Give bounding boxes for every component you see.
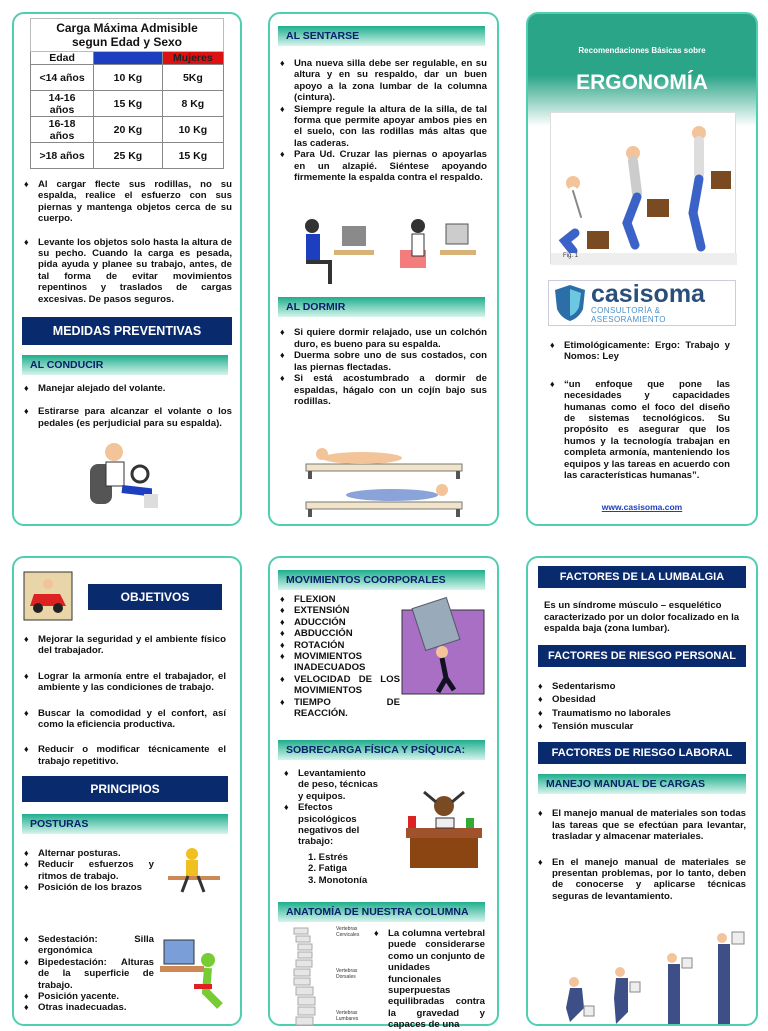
stress-item: 2. Fatiga [308,863,347,875]
movement-item: ♦ VELOCIDAD DE LOS MOVIMIENTOS [276,674,400,697]
panel-movements [268,556,499,1031]
bullet: ♦ Mejorar la seguridad y el ambiente físico del trabajador. [20,634,226,657]
bullet: ♦ Buscar la comodidad y el confort, así como la eficiencia productiva. [20,708,226,731]
cover-title: ERGONOMÍA [576,71,708,94]
cover-subtitle: Recomendaciones Básicas sobre [578,46,706,55]
shield-icon [553,283,587,323]
bullet: ♦ Reducir esfuerzos y ritmos de trabajo. [20,859,154,882]
bullet: ♦ Siempre regule la altura de la silla, de tal forma que permite apoyar ambos pies en el suelo, con las rodillas más altas que las caderas. [276,104,487,150]
movement-item: ♦ ROTACIÓN [276,640,400,651]
lumbalgia-text: Es un síndrome músculo – esquelético caracterizado por un dolor focalizado en la espalda baja (zona lumbar). [544,600,740,635]
section-riesgo-personal: FACTORES DE RIESGO PERSONAL [538,645,746,667]
section-posturas: POSTURAS [22,814,228,834]
lifting-steps-illustration [562,928,758,1026]
bullet: ♦ Duerma sobre uno de sus costados, con las piernas flectadas. [276,350,487,373]
risk-item: ♦ Traumatismo no laborales [534,708,748,719]
bullet: ♦ Posición de los brazos [20,882,154,893]
stress-item: 1. Estrés [308,852,349,863]
bullet: ♦ En el manejo manual de materiales se presentan problemas, por lo tanto, deben de conocerse y aplicarse técnicas seguras de levantamiento. [534,857,746,903]
worker-car-icon [24,572,72,620]
bullet: ♦ Alternar posturas. [20,848,154,859]
website-link[interactable]: www.casisoma.com [601,502,683,512]
bullet: ♦ Bipedestación: Alturas de la superficie de trabajo. [20,957,154,991]
risk-item: ♦ Sedentarismo [534,681,748,692]
sitting-illustration [290,210,480,290]
cell: 15 Kg [162,143,223,169]
lifting-figure [550,112,736,264]
brand-logo [548,280,736,326]
section-medidas: MEDIDAS PREVENTIVAS [22,317,232,345]
col-men: Hombres [94,52,163,65]
section-dormir: AL DORMIR [278,297,485,317]
cell: 5Kg [162,65,223,91]
cell: 20 Kg [94,117,163,143]
risk-item: ♦ Tensión muscular [534,721,748,732]
section-lumbalgia: FACTORES DE LA LUMBALGIA [538,566,746,588]
bullet: ♦ Efectos psicológicos negativos del trabajo: [280,802,378,848]
fig-caption: Fig. 1 [563,253,579,259]
bullet: ♦ Manejar alejado del volante. [20,383,232,394]
cell: 10 Kg [162,117,223,143]
movement-item: ♦ ABDUCCIÓN [276,628,400,639]
cell: 14-16 años [31,91,94,117]
section-sobrecarga: SOBRECARGA FÍSICA Y PSÍQUICA: [278,740,485,760]
col-women: Mujeres [162,52,223,65]
section-anatomia: ANATOMÍA DE NUESTRA COLUMNA [278,902,485,922]
cell: 8 Kg [162,91,223,117]
bullet: ♦ Lograr la armonía entre el trabajador, el ambiente y las condiciones de trabajo. [20,671,226,694]
spine-label-cervical: Vertebras Cervicales [336,926,360,938]
load-table [30,18,224,169]
panel-objectives [12,556,242,1026]
bullet: ♦ Etimológicamente: Ergo: Trabajo y Nomos: Ley [546,340,730,363]
bullet: ♦ Si quiere dormir relajado, use un colchón duro, es bueno para su espalda. [276,327,487,350]
panel-load-limits [12,12,242,526]
movement-item: ♦ MOVIMIENTOS INADECUADOS [276,651,400,674]
heavy-load-icon [402,602,486,696]
bullet: ♦ Si está acostumbrado a dormir de espaldas, hágalo con un cojín bajo sus rodillas. [276,373,487,407]
spine-label-lumbar: Vertebras Lumbares [336,1010,359,1022]
brand-tagline: CONSULTORÍA & ASESORAMIENTO [591,306,666,324]
movement-item: ♦ TIEMPO DE REACCIÓN. [276,697,400,720]
cell: 15 Kg [94,91,163,117]
bullet: ♦ Posición yacente. [20,991,154,1002]
spine-label-dorsal: Vertebras Dorsales [336,968,358,980]
section-conducir: AL CONDUCIR [22,355,228,375]
bullet: ♦ Levantamiento de peso, técnicas y equipos. [280,768,378,802]
overloaded-worker-icon [400,772,488,880]
table-title: Carga Máxima Admisible segun Edad y Sexo [31,19,224,52]
cell: >18 años [31,143,94,169]
movement-item: ♦ EXTENSIÓN [276,605,400,616]
bullet: ♦ Sedestación: Silla ergonómica [20,934,154,957]
sitting-worker-icon [164,846,224,894]
cell: 10 Kg [94,65,163,91]
cell: 16-18 años [31,117,94,143]
col-age: Edad [31,52,94,65]
section-movimientos: MOVIMIENTOS COORPORALES [278,570,485,590]
cell: <14 años [31,65,94,91]
section-objetivos: OBJETIVOS [88,584,222,610]
bullet: ♦ El manejo manual de materiales son todas las tareas que se efectúan para levantar, trasladar y almacenar materiales. [534,808,746,842]
section-manejo: MANEJO MANUAL DE CARGAS [538,774,746,794]
cell: 25 Kg [94,143,163,169]
bullet: ♦ La columna vertebral puede considerarse como un conjunto de unidades funcionales superpuestas equilibradas contra la gravedad y capaces de una [370,928,485,1031]
risk-item: ♦ Obesidad [534,694,748,705]
section-sentarse: AL SENTARSE [278,26,485,46]
section-riesgo-laboral: FACTORES DE RIESGO LABORAL [538,742,746,764]
bullet: ♦ “un enfoque que pone las necesidades y capacidades humanas como el foco del diseño de sistemas tecnológicos. Su propósito es asegurar que los humos y la tecnología trabajan en completa armonía, manteniendo los equipos y las tareas en acuerdo con las características humanas”. [546,379,730,482]
bullet: ♦ Para Ud. Cruzar las piernas o apoyarlas en un alzapié. Siéntese apoyando firmemente la espalda contra el respaldo. [276,149,487,183]
brand-name: casisoma [591,280,705,308]
bullet: ♦ Estirarse para alcanzar el volante o los pedales (es perjudicial para su espalda). [20,406,232,429]
stress-item: 3. Monotonía [308,874,368,886]
panel-cover [526,12,758,526]
movement-item: ♦ ADUCCIÓN [276,617,400,628]
computer-worker-icon [160,936,230,1012]
bullet: ♦ Otras inadecuadas. [20,1002,154,1013]
bullet: ♦ Una nueva silla debe ser regulable, en su altura y en su respaldo, dar un buen apoyo a la zona lumbar de la columna (cintura). [276,58,487,104]
driver-illustration [82,434,162,514]
panel-lumbalgia [526,556,758,1026]
bullet: ♦ Al cargar flecte sus rodillas, no su espalda, realice el esfuerzo con sus piernas y mantenga objetos cerca de su cuerpo. [20,179,232,225]
lifting-sequence-image [551,113,737,265]
bullet: ♦ Levante los objetos solo hasta la altura de su pecho. Cuando la carga es pesada, pida ayuda y planee su trabajo, antes, de tal forma de evitar movimientos repentinos y traslados de cargas excesivas. De pasos seguros. [20,237,232,305]
movement-item: ♦ FLEXION [276,594,400,605]
sleeping-illustration [302,438,467,518]
bullet: ♦ Reducir o modificar técnicamente el trabajo repetitivo. [20,744,226,767]
section-principios: PRINCIPIOS [22,776,228,802]
panel-posture [268,12,499,526]
